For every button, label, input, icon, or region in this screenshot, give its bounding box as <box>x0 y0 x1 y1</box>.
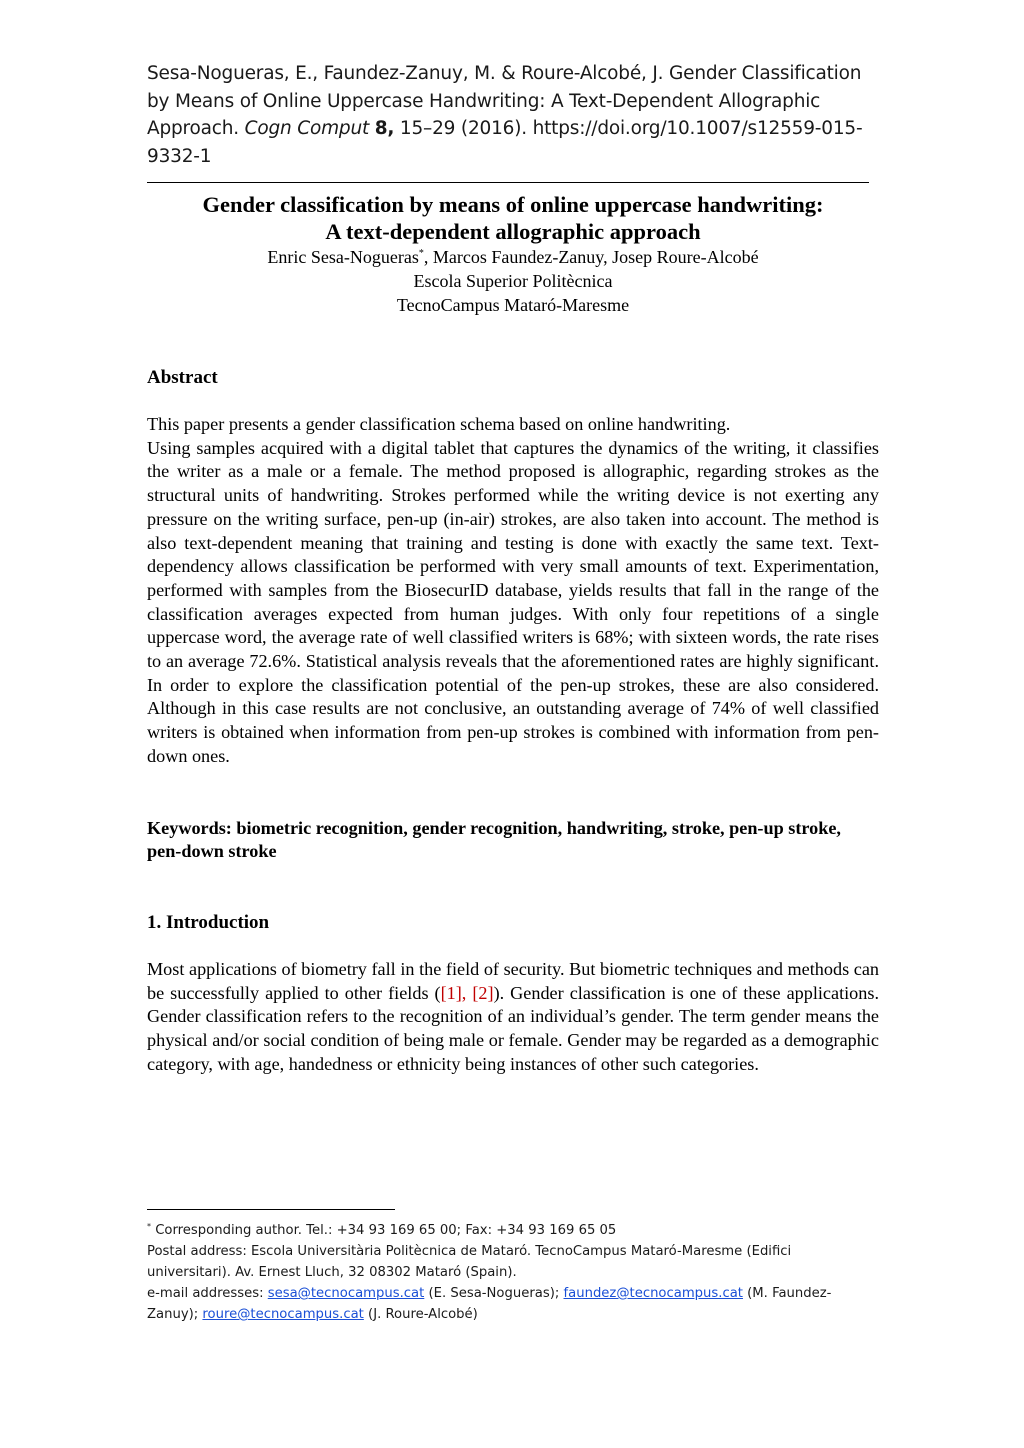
abstract-body: Using samples acquired with a digital tablet that captures the dynamics of the writing, it classifies the writer as a male or a female. The method proposed is allographic, regarding strokes as the structural units of handwriting. Strokes performed while the writing device is not exerting any pressure on the writing surface, pen-up (in-air) strokes, are also taken into account. The method is also text-dependent meaning that training and testing is done with exactly the same text. Text-dependency allows classification be performed with very small amounts of text. Experimentation, performed with samples from the BiosecurID database, yields results that fall in the range of the classification averages expected from human judges. With only four repetitions of a single uppercase word, the average rate of well classified writers is 68%; with sixteen words, the rate rises to an average 72.6%. Statistical analysis reveals that the aforementioned rates are highly significant. In order to explore the classification potential of the pen-up strokes, these are also considered. Although in this case results are not conclusive, an outstanding average of 74% of well classified writers is obtained when information from pen-up strokes is combined with information from pen-down ones. <box>147 437 879 766</box>
citation-header <box>147 60 879 170</box>
email-owner-sesa: (E. Sesa-Nogueras); <box>424 1286 564 1301</box>
corresponding-author-mark: * <box>418 248 424 259</box>
citation-journal: Cogn Comput <box>244 118 370 139</box>
footnote-postal-address: Postal address: Escola Universitària Politècnica de Mataró. TecnoCampus Mataró-Maresme (Edifici universitari). Av. Ernest Lluch, 32 08302 Mataró (Spain). <box>147 1244 792 1280</box>
footnote-contact <box>147 1220 872 1241</box>
footnote-emails <box>147 1283 872 1325</box>
intro-citation-refs[interactable]: [1], [2] <box>440 982 494 1003</box>
paper-title <box>147 191 879 245</box>
author-list <box>147 245 879 269</box>
title-line-1: Gender classification by means of online uppercase handwriting: <box>202 192 824 217</box>
intro-text-after-refs: ). Gender classification is one of these applications. Gender classification refers to the recognition of an individual’s gender. The term gender means the physical and/or social condition of being male or female. Gender may be regarded as a demographic category, with age, handedness or ethnicity being instances of other such categories. <box>147 982 879 1074</box>
citation-rest: 15–29 (2016). https://doi.org/10.1007/s12559-015-9332-1 <box>147 118 863 167</box>
email-link-sesa[interactable]: sesa@tecnocampus.cat <box>267 1286 425 1301</box>
paper-page <box>147 60 879 1076</box>
affiliation-line-1: Escola Superior Politècnica <box>413 271 613 291</box>
citation-volume: 8, <box>374 118 395 139</box>
email-prefix: e-mail addresses: <box>147 1286 268 1301</box>
footnote-mark: * <box>147 1222 151 1231</box>
introduction-heading: 1. Introduction <box>147 911 270 933</box>
abstract-first-line: This paper presents a gender classification schema based on online handwriting. <box>147 414 731 434</box>
header-divider <box>147 182 869 183</box>
email-owner-roure: (J. Roure-Alcobé) <box>363 1307 478 1322</box>
email-link-faundez[interactable]: faundez@tecnocampus.cat <box>563 1286 743 1301</box>
abstract-heading: Abstract <box>147 367 218 388</box>
email-link-roure[interactable]: roure@tecnocampus.cat <box>202 1307 364 1322</box>
intro-text-before-refs: Most applications of biometry fall in the field of security. But biometric techniques and methods can be successfully applied to other fields ( <box>147 958 879 1003</box>
author-first: Enric Sesa-Nogueras <box>267 247 419 267</box>
footnote-divider <box>147 1209 395 1210</box>
author-rest: , Marcos Faundez-Zanuy, Josep Roure-Alcobé <box>423 247 759 267</box>
affiliation-line-2: TecnoCampus Mataró-Maresme <box>396 295 630 315</box>
footnotes <box>147 1220 872 1325</box>
citation-authors-title: Sesa-Nogueras, E., Faundez-Zanuy, M. & Roure-Alcobé, J. Gender Classification by Means of Online Uppercase Handwriting: A Text-Dependent Allographic Approach. <box>147 63 862 139</box>
title-line-2: A text-dependent allographic approach <box>325 219 701 244</box>
keywords: Keywords: biometric recognition, gender recognition, handwriting, stroke, pen-up stroke, pen-down stroke <box>147 817 841 862</box>
footnote-contact-text: Corresponding author. Tel.: +34 93 169 65 00; Fax: +34 93 169 65 05 <box>151 1223 617 1238</box>
introduction-paragraph <box>147 958 879 1077</box>
email-owner-faundez: (M. Faundez-Zanuy); <box>147 1286 832 1322</box>
